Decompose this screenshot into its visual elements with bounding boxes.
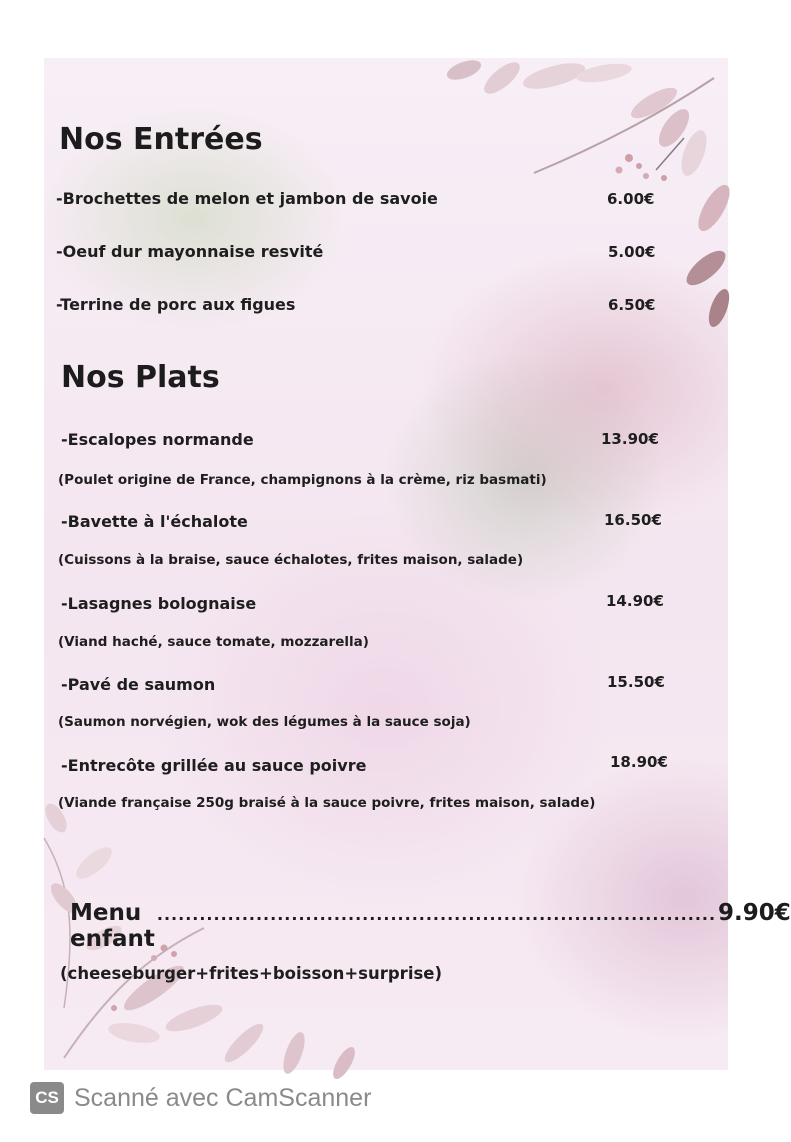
entree-name: -Oeuf dur mayonnaise resvité — [56, 242, 324, 261]
plat-description: (Poulet origine de France, champignons à la crème, riz basmati) — [58, 472, 547, 488]
plat-price: 15.50€ — [607, 673, 665, 691]
plat-price: 13.90€ — [601, 430, 659, 448]
menu-enfant-line — [70, 900, 791, 952]
camscanner-logo-icon: CS — [30, 1082, 64, 1114]
scanner-watermark-text: Scanné avec CamScanner — [74, 1083, 372, 1112]
plat-price: 16.50€ — [604, 511, 662, 529]
plat-name: -Escalopes normande — [61, 430, 254, 449]
plat-description: (Viande française 250g braisé à la sauce poivre, frites maison, salade) — [58, 795, 596, 811]
menu-sheet — [44, 58, 791, 1070]
entree-price: 6.00€ — [607, 190, 655, 208]
plat-name: -Bavette à l'échalote — [61, 512, 248, 531]
section-title-entrees: Nos Entrées — [59, 122, 263, 157]
plat-name: -Pavé de saumon — [61, 675, 216, 694]
entree-price: 6.50€ — [608, 296, 656, 314]
menu-enfant-label: Menu enfant — [70, 900, 155, 952]
entree-name: -Brochettes de melon et jambon de savoie — [56, 189, 438, 208]
section-title-plats: Nos Plats — [61, 360, 220, 395]
plat-price: 18.90€ — [610, 753, 668, 771]
scanner-watermark — [30, 1080, 371, 1116]
entree-price: 5.00€ — [608, 243, 656, 261]
menu-enfant-description: (cheeseburger+frites+boisson+surprise) — [60, 964, 443, 983]
plat-description: (Cuissons à la braise, sauce échalotes, frites maison, salade) — [58, 552, 524, 568]
menu-enfant-price: 9.90€ — [718, 900, 791, 926]
menu-enfant-leader-dots: ............................................................................... — [156, 905, 717, 924]
plat-name: -Lasagnes bolognaise — [61, 594, 257, 613]
plat-name: -Entrecôte grillée au sauce poivre — [61, 756, 367, 775]
plat-price: 14.90€ — [606, 592, 664, 610]
entree-name: -Terrine de porc aux figues — [56, 295, 296, 314]
plat-description: (Viand haché, sauce tomate, mozzarella) — [58, 634, 369, 650]
plat-description: (Saumon norvégien, wok des légumes à la sauce soja) — [58, 714, 471, 730]
